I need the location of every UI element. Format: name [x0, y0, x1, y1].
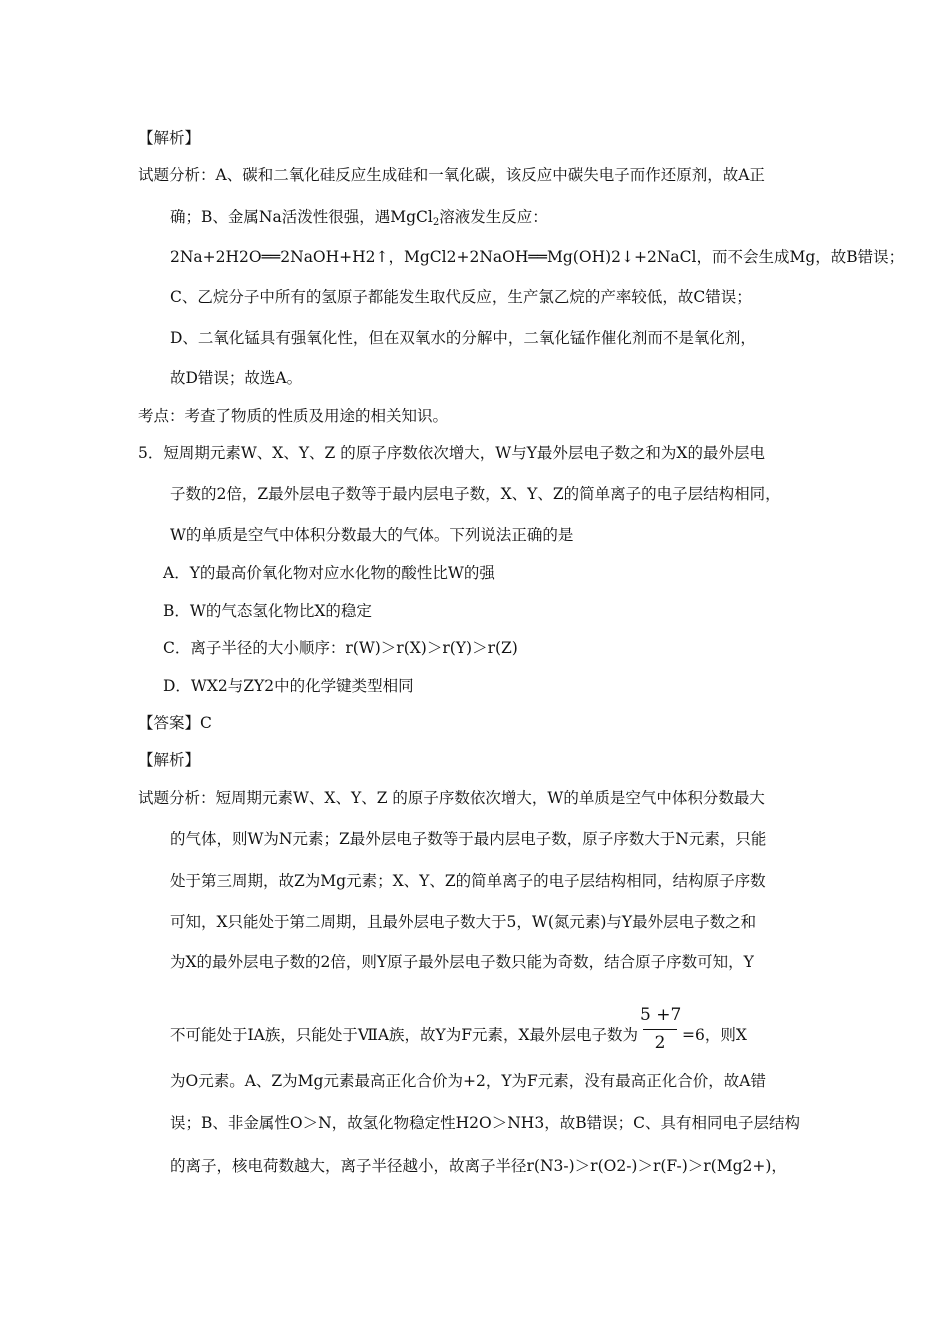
- question-stem-line: 子数的2倍，Z最外层电子数等于最内层电子数，X、Y、Z的简单离子的电子层结构相同，: [170, 485, 781, 503]
- text-run: =6，则X: [682, 1026, 747, 1044]
- reaction-equation-line: 2Na+2H2O══2NaOH+H2↑，MgCl2+2NaOH══Mg(OH)2↓+2NaCl，而不会生成Mg，故B错误；: [170, 248, 905, 266]
- analysis-line: C、乙烷分子中所有的氢原子都能发生取代反应，生产氯乙烷的产率较低，故C错误；: [170, 288, 752, 306]
- analysis-line: 试题分析：A、碳和二氧化硅反应生成硅和一氧化碳，该反应中碳失电子而作还原剂，故A正: [138, 166, 765, 184]
- analysis-line: 的离子，核电荷数越大，离子半径越小，故离子半径r(N3-)＞r(O2-)＞r(F-)＞r(Mg2+)，: [170, 1157, 787, 1175]
- analysis-line: 为O元素。A、Z为Mg元素最高正化合价为+2，Y为F元素，没有最高正化合价，故A错: [170, 1072, 766, 1090]
- analysis-line: 试题分析：短周期元素W、X、Y、Z 的原子序数依次增大，W的单质是空气中体积分数最大: [138, 789, 765, 807]
- analysis-line: 的气体，则W为N元素；Z最外层电子数等于最内层电子数，原子序数大于N元素，只能: [170, 830, 767, 848]
- text-run: 确；B、金属Na活泼性很强，遇MgCl: [170, 208, 433, 226]
- fraction-numerator: 5 +7: [640, 1005, 682, 1025]
- analysis-line: 处于第三周期，故Z为Mg元素；X、Y、Z的简单离子的电子层结构相同，结构原子序数: [170, 872, 766, 890]
- subscript: 2: [432, 217, 440, 228]
- fraction-denominator: 2: [654, 1033, 666, 1053]
- analysis-line: D、二氧化锰具有强氧化性，但在双氧水的分解中，二氧化锰作催化剂而不是氧化剂，: [170, 329, 756, 347]
- text-run: 溶液发生反应：: [439, 208, 548, 226]
- analysis-line: [170, 207, 548, 227]
- analysis-line: 可知，X只能处于第二周期，且最外层电子数大于5，W(氮元素)与Y最外层电子数之和: [170, 913, 757, 931]
- fraction: [640, 1004, 680, 1056]
- question-stem-line: W的单质是空气中体积分数最大的气体。下列说法正确的是: [170, 526, 574, 544]
- analysis-line: 误；B、非金属性O＞N，故氢化物稳定性H2O＞NH3，故B错误；C、具有相同电子层结构: [170, 1114, 800, 1132]
- question-stem-line: 5．短周期元素W、X、Y、Z 的原子序数依次增大，W与Y最外层电子数之和为X的最外层电: [138, 444, 765, 462]
- kaodian-line: 考点：考查了物质的性质及用途的相关知识。: [138, 407, 449, 425]
- fraction-bar: [643, 1029, 677, 1030]
- option-a: A．Y的最高价氧化物对应水化物的酸性比W的强: [163, 564, 495, 582]
- analysis-line: 故D错误；故选A。: [170, 369, 303, 387]
- analysis-line: 为X的最外层电子数的2倍，则Y原子最外层电子数只能为奇数，结合原子序数可知，Y: [170, 953, 754, 971]
- option-d: D．WX2与ZY2中的化学键类型相同: [163, 677, 414, 695]
- jiexi-label: 【解析】: [138, 129, 201, 147]
- jiexi-label: 【解析】: [138, 751, 201, 769]
- option-c: C．离子半径的大小顺序：r(W)＞r(X)＞r(Y)＞r(Z): [163, 639, 518, 657]
- text-run: 不可能处于ⅠA族，只能处于ⅦA族，故Y为F元素，X最外层电子数为: [170, 1026, 639, 1044]
- analysis-line-with-fraction: [170, 1005, 747, 1062]
- answer-line: 【答案】C: [138, 714, 212, 732]
- option-b: B．W的气态氢化物比X的稳定: [163, 602, 372, 620]
